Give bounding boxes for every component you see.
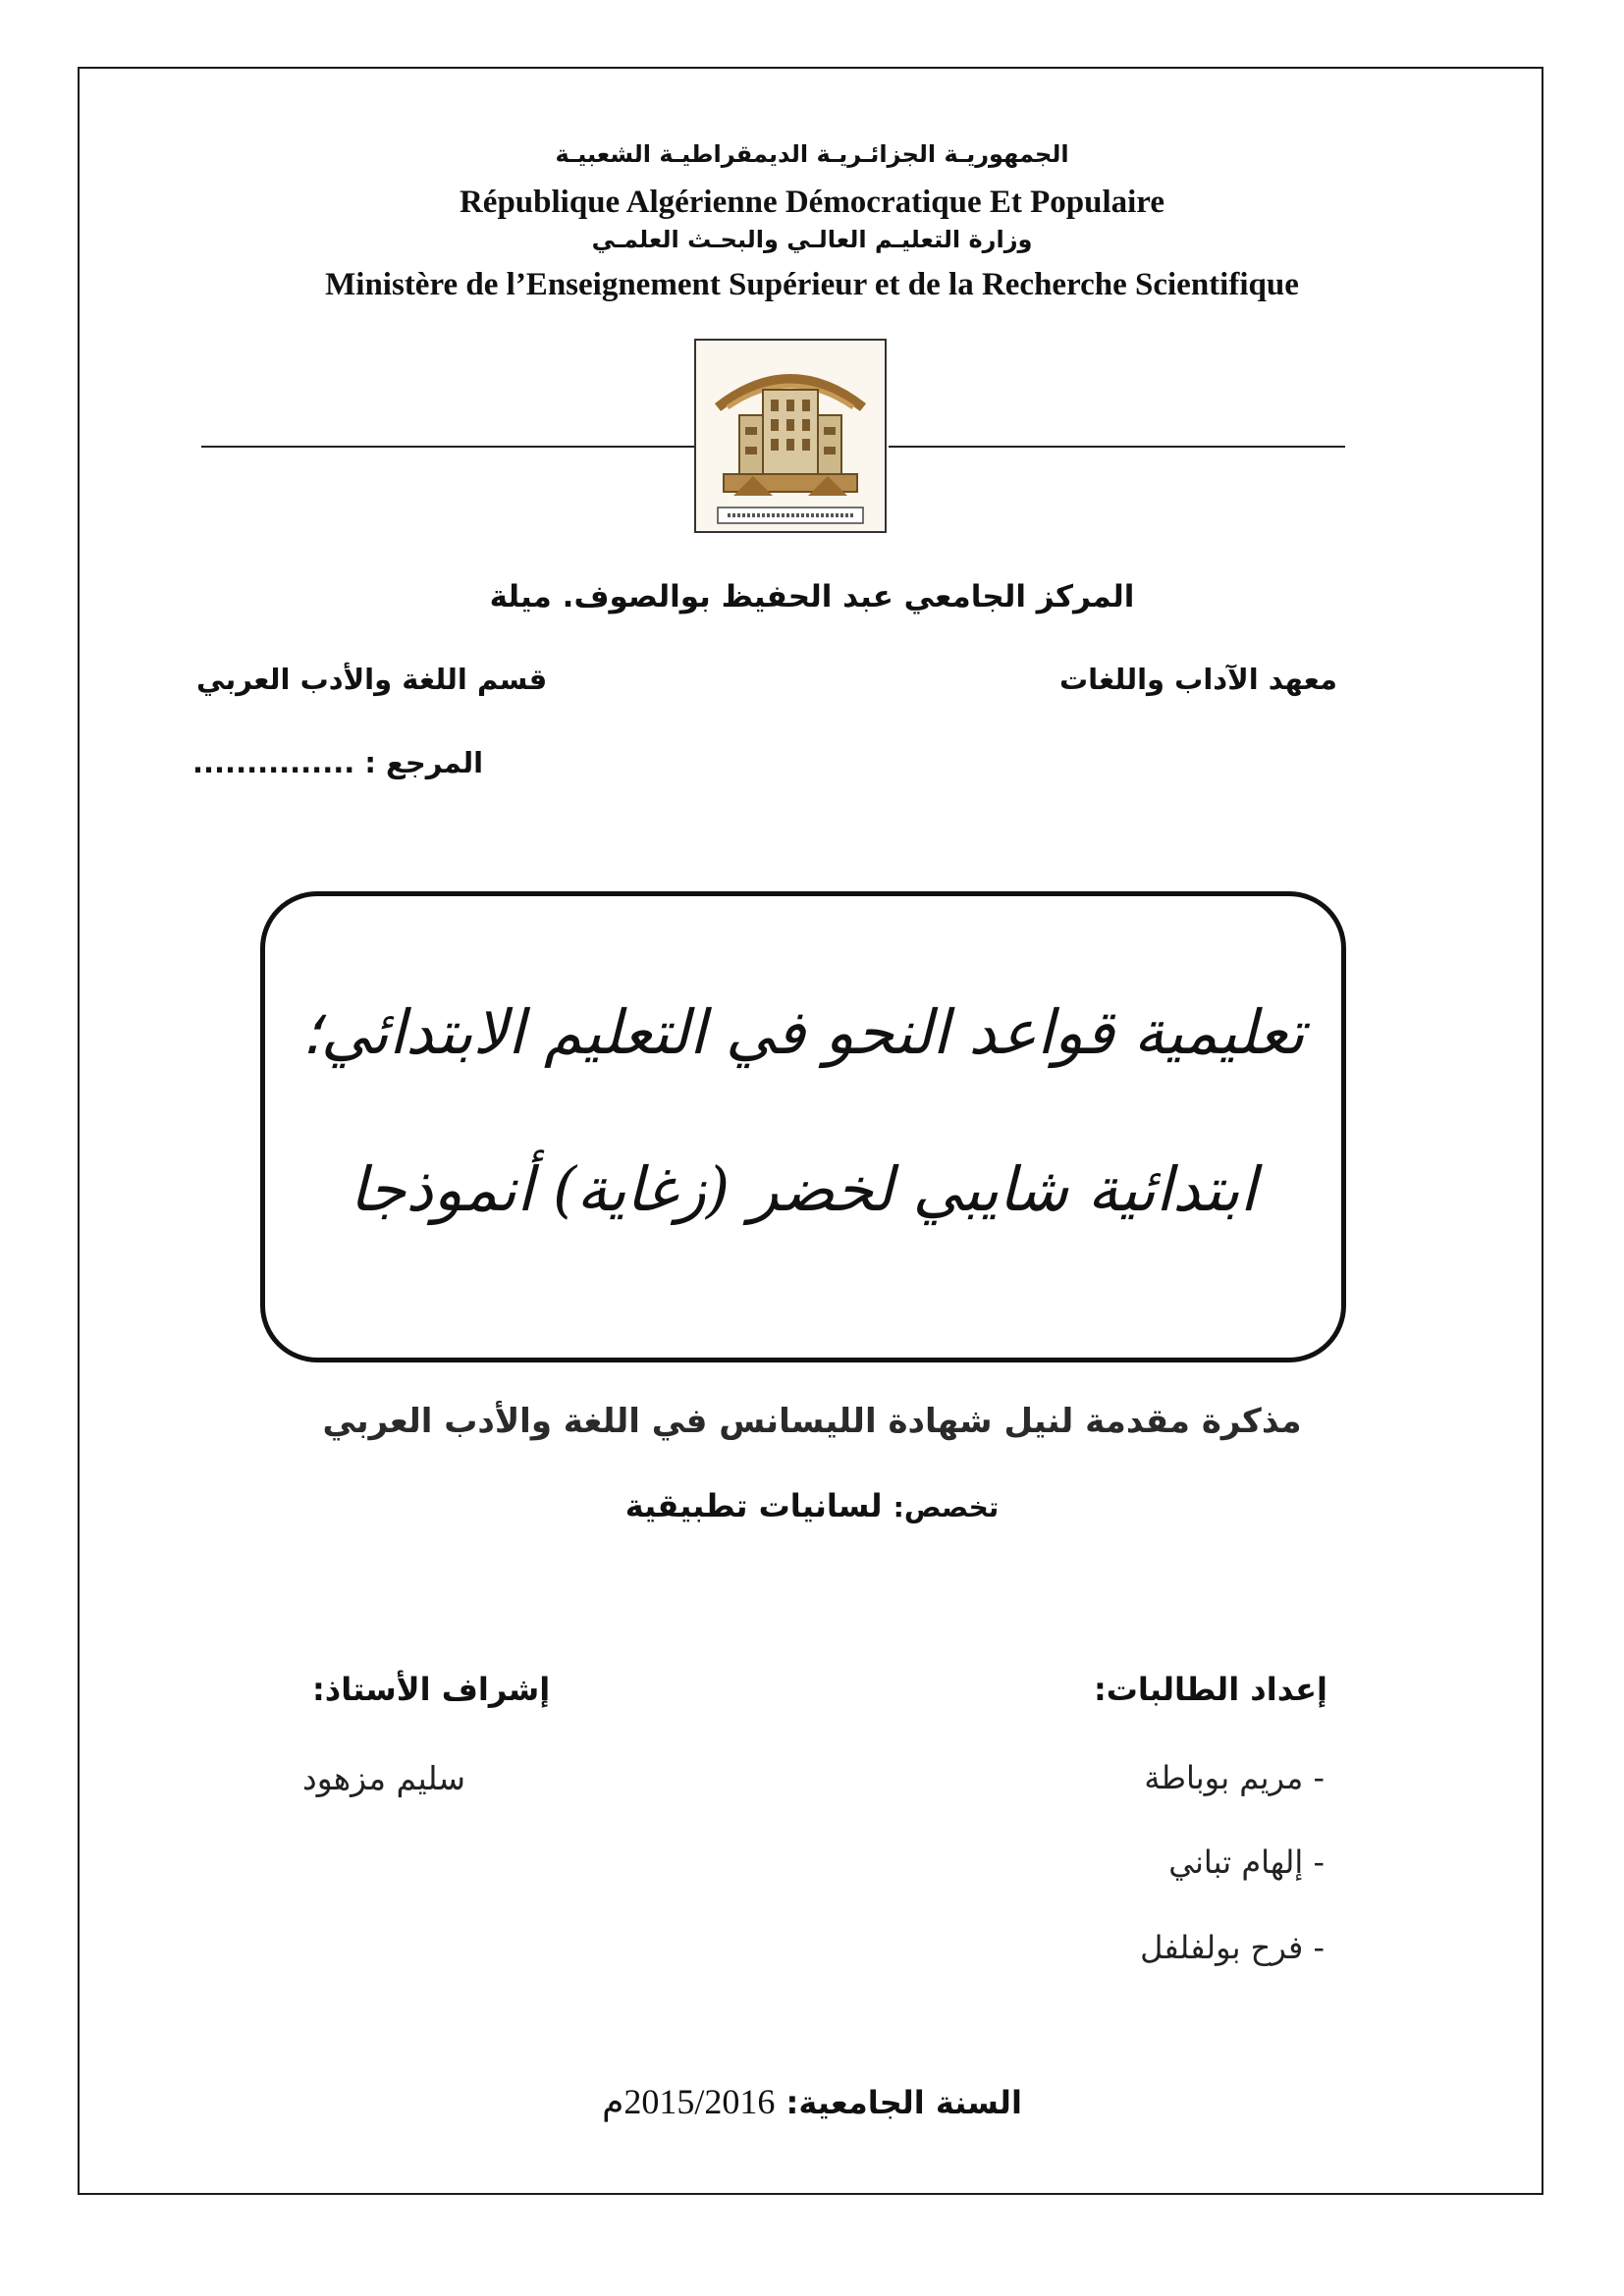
academic-year-label: السنة الجامعية: xyxy=(785,2084,1022,2121)
university-logo xyxy=(694,339,887,533)
ministry-french: Ministère de l’Enseignement Supérieur et de la Recherche Scientifique xyxy=(325,267,1299,302)
institute-name: معهد الآداب واللغات xyxy=(1058,663,1337,696)
thesis-title-box xyxy=(260,891,1346,1362)
academic-year xyxy=(0,2081,1624,2122)
header-rule-right xyxy=(889,446,1345,448)
academic-year-value: 2015/2016م xyxy=(602,2082,776,2121)
university-center-name: المركز الجامعي عبد الحفيظ بوالصوف. ميلة xyxy=(489,579,1135,614)
reference-field xyxy=(192,746,483,779)
thesis-title-line-1: تعليمية قواعد النحو في التعليم الابتدائي؛ xyxy=(301,996,1305,1068)
supervisor-label: إشراف الأستاذ: xyxy=(312,1671,551,1708)
student-name: - مريم بوباطة xyxy=(1144,1759,1325,1796)
header-rule-left xyxy=(201,446,697,448)
specialty-value: لسانيات تطبيقية xyxy=(624,1487,883,1524)
specialty xyxy=(0,1487,1624,1524)
supervisor-name: سليم مزهود xyxy=(302,1759,466,1797)
reference-label: المرجع : xyxy=(364,746,484,779)
department-name: قسم اللغة والأدب العربي xyxy=(196,663,548,696)
republic-arabic: الجمهوريـة الجزائـريـة الديمقراطيـة الشعبيـة xyxy=(555,140,1069,168)
ministry-arabic: وزارة التعليـم العالـي والبحـث العلمـي xyxy=(591,226,1033,253)
student-name: - إلهام تباني xyxy=(1168,1843,1325,1881)
republic-french: République Algérienne Démocratique Et Populaire xyxy=(459,185,1165,220)
student-name: - فرح بولفلفل xyxy=(1140,1929,1325,1966)
reference-value: ............... xyxy=(192,746,355,779)
thesis-title-line-2: ابتدائية شايبي لخضر (زغاية) أنموذجا xyxy=(350,1153,1257,1225)
prepared-by-label: إعداد الطالبات: xyxy=(1093,1671,1327,1708)
specialty-label: تخصص: xyxy=(893,1491,1000,1523)
degree-statement: مذكرة مقدمة لنيل شهادة الليسانس في اللغة والأدب العربي xyxy=(322,1402,1302,1441)
